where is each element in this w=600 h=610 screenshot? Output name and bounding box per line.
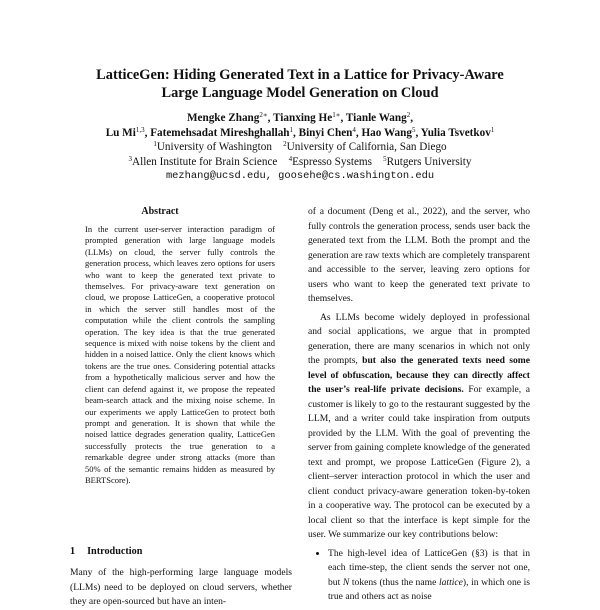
emphasis-text: but also the generated texts need some level of obfuscation, because they can directly affect the user’s real-life private decisions. — [308, 355, 530, 395]
author-name: Yulia Tsvetkov — [420, 126, 491, 139]
author-block — [10, 111, 590, 184]
section-number: 1 — [70, 546, 76, 557]
affiliation: University of California, San Diego — [286, 141, 447, 153]
author-mark: 1∗ — [332, 111, 341, 119]
author-name: Mengke Zhang — [186, 112, 260, 124]
paragraph: As LLMs become widely deployed in professional and social applications, we argue that in prompted generation, there are many scenarios in which not only the prompts, but also the generated texts need some level of obfuscation, because they can directly affect the user’s real-life private decisions. For example, a customer is likely to go to the restaurant suggested by the LLM, and a writer could take inspiration from outputs provided by the LLM. With the goal of preventing the server from gaining complete knowledge of the generated text and prompt, we propose LatticeGen (Figure 2), a client–server interaction protocol in which the user and client conduct privacy-aware generation token-by-token in a cooperative way. The protocol can be executed by a local client so that the interface is kept simple for the user. We summarize our key contributions below: — [308, 311, 530, 540]
section-title: Introduction — [87, 546, 143, 557]
paper-title — [20, 66, 580, 102]
author-name: Fatemehsadat Mireshghallah — [150, 126, 290, 139]
author-mark: 1,3 — [135, 125, 145, 134]
author-name: Binyi Chen — [298, 126, 353, 139]
author-name: Tianxing He — [273, 112, 333, 124]
introduction-paragraph: Many of the high-performing large language models (LLMs) need to be deployed on cloud servers, whether they are open-sourced but have an inten- — [70, 567, 292, 607]
author-mark: 5 — [411, 125, 416, 134]
author-line-1: Mengke Zhang$^{2∗}$, Tianxing $He^{1∗}$, Tianle Wang$^2$, — [186, 111, 414, 124]
affiliation-line-2: $^3$Allen Institute for Brain Science $^4$Espresso Systems $^5$Rutgers University — [128, 154, 472, 168]
abstract-heading: Abstract — [141, 206, 179, 217]
affiliation: University of Washington — [156, 141, 272, 153]
author-line-2: Lu Mi$^{1,3}$, Fatemehsadat Mireshghallah$^1$, Binyi Chen$^4$, Hao Wang$^5$, Yulia Tsvetkov$^1$ — [105, 125, 495, 139]
author-mark: 2∗ — [259, 111, 268, 119]
author-mark: 1 — [289, 125, 294, 134]
title-line-2: Large Language Model Generation on Cloud — [161, 85, 439, 101]
affiliation-line-1: $^1$University of Washington $^2$University of California, San Diego — [153, 140, 447, 153]
author-name: Lu Mi — [105, 126, 136, 139]
contribution-list — [308, 547, 530, 605]
author-name: Tianle Wang — [345, 112, 407, 124]
affiliation: Rutgers University — [386, 155, 472, 168]
paragraph: of a document (Deng et al., 2022), and the server, who fully controls the generation process, sends user back the generated text from the LLM. Both the prompt and the generation are raw texts which are completely transparent and accessible to the server, leaving zero options for users who want to keep the generated text private to themselves. — [308, 206, 530, 304]
title-line-1: LatticeGen: Hiding Generated Text in a Lattice for Privacy-Aware — [96, 67, 504, 83]
right-column — [308, 205, 530, 605]
abstract-body: In the current user-server interaction paradigm of prompted generation with large language models (LLMs) on cloud, the server fully controls the generation process, which leaves zero options for users who want to keep the generated text private to themselves. For privacy-aware text generation on cloud, we propose LatticeGen, a cooperative protocol in which the server still handles most of the computation while the client controls the sampling operation. The key idea is that the true generated sequence is mixed with noise tokens by the client and hidden in a noised lattice. Only the client knows which tokens are the true ones. Considering potential attacks from a hypothetically malicious server and how the client can defend against it, we propose the repeated beam-search attack and the mixing noise scheme. In our experiments we apply LatticeGen to protect both prompt and generation. It is shown that while the noised lattice degrades generation quality, LatticeGen successfully protects the true generation to a remarkable degree under strong attacks (more than 50% of the semantic remains hidden as measured by BERTScore). — [85, 224, 275, 485]
section-heading-introduction — [70, 546, 154, 557]
list-item: • The high-level idea of LatticeGen (§3) is that in each time-step, the client sends the server not one, but N tokens (thus the name lattice), in which one is true and others act as noise — [328, 547, 530, 605]
affiliation: Espresso Systems — [292, 155, 372, 168]
affiliation: Allen Institute for Brain Science — [132, 155, 278, 168]
author-name: Hao Wang — [361, 126, 412, 139]
author-mark: 4 — [352, 125, 356, 134]
author-mark: 2 — [406, 111, 411, 119]
author-mark: 1 — [490, 125, 495, 134]
author-emails: mezhang@ucsd.edu, goosehe@cs.washington.edu — [165, 170, 435, 182]
